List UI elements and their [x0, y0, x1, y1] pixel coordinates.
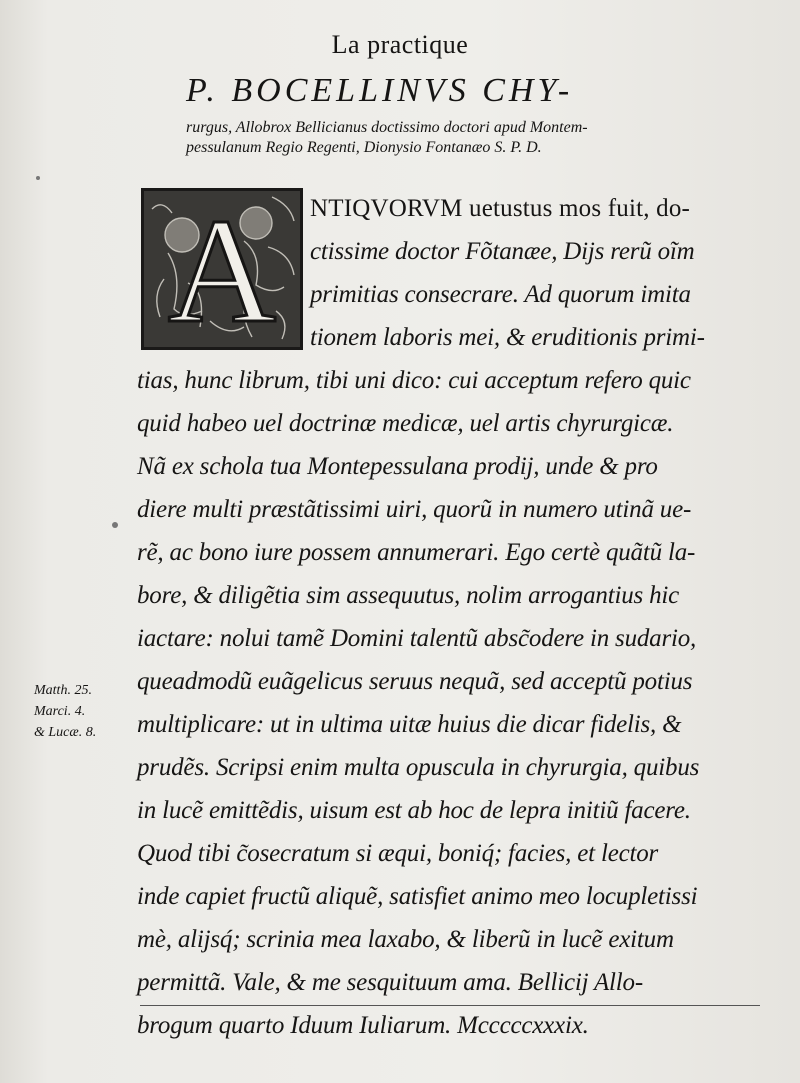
margin-reference: Marci. 4.	[34, 704, 86, 719]
margin-reference: & Lucæ. 8.	[34, 725, 97, 740]
dedication	[186, 118, 746, 158]
text-line: brogum quarto Iduum Iuliarum. Mcccccxxxix.	[137, 1012, 589, 1039]
author-heading: P. BOCELLINVS CHY-	[186, 72, 574, 109]
text-line: Nã ex schola tua Montepessulana prodij, unde & pro	[137, 453, 658, 480]
text-line: diere multi præstãtissimi uiri, quorũ in numero utinã ue-	[137, 496, 692, 523]
margin-reference: Matth. 25.	[34, 683, 92, 698]
text-line: prudẽs. Scripsi enim multa opuscula in chyrurgia, quibus	[137, 754, 700, 781]
running-head: La practique	[331, 30, 469, 59]
decorated-initial	[141, 188, 303, 350]
text-line: permittã. Vale, & me sesquituum ama. Bellicij Allo-	[137, 969, 643, 996]
text-line: bore, & diligẽtia sim assequutus, nolim arrogantius hic	[137, 582, 680, 609]
text-line: multiplicare: ut in ultima uitæ huius die dicar fidelis, &	[137, 711, 682, 738]
ink-spot	[112, 522, 118, 528]
text-line: mè, alijsq́; scrinia mea laxabo, & liberũ in lucẽ exitum	[137, 926, 674, 953]
text-line: primitias consecrare. Ad quorum imita	[310, 281, 691, 308]
text-line: iactare: nolui tamẽ Domini talentũ absc̃odere in sudario,	[137, 625, 697, 652]
dedication-line: pessulanum Regio Regenti, Dionysio Fontanæo S. P. D.	[186, 139, 542, 156]
text-line: tionem laboris mei, & eruditionis primi-	[310, 324, 705, 351]
ink-spot	[36, 176, 40, 180]
text-line: Quod tibi c̃osecratum si æqui, boniq́; facies, et lector	[137, 840, 659, 867]
ink-rule	[140, 1005, 760, 1006]
text-line: rẽ, ac bono iure possem annumerari. Ego certè quãtũ la-	[137, 539, 696, 566]
text-line: in lucẽ emittẽdis, uisum est ab hoc de lepra initiũ facere.	[137, 797, 691, 824]
dedication-line: rurgus, Allobrox Bellicianus doctissimo doctori apud Montem-	[186, 119, 588, 136]
text-line: queadmodũ euãgelicus seruus nequã, sed acceptũ potius	[137, 668, 693, 695]
margin-note	[34, 680, 134, 743]
text-line: quid habeo uel doctrinæ medicæ, uel artis chyrurgicæ.	[137, 410, 674, 437]
text-line: NTIQVORVM uetustus mos fuit, do-	[310, 195, 691, 222]
initial-letter: A	[167, 188, 277, 350]
text-line: tias, hunc librum, tibi uni dico: cui acceptum refero quic	[137, 367, 691, 394]
text-line: inde capiet fructũ aliquẽ, satisfiet animo meo locupletissi	[137, 883, 698, 910]
text-line: ctissime doctor Fõtanæe, Dijs rerũ oĩm	[310, 238, 695, 265]
